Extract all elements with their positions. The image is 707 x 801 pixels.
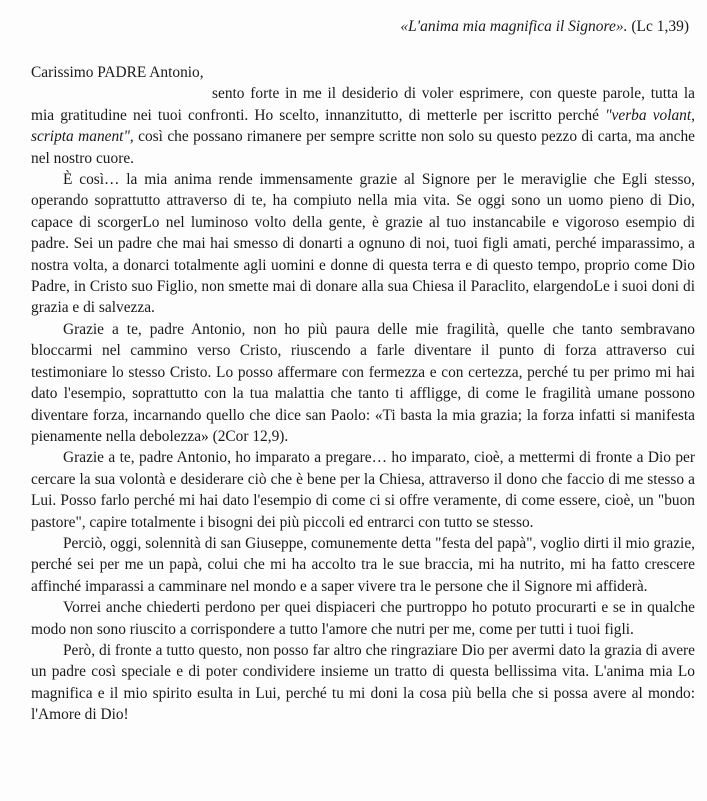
- paragraph-4: Grazie a te, padre Antonio, ho imparato a pregare… ho imparato, cioè, a mettermi di fronte a Dio per cercare la sua volontà e desiderare ciò che è bene per la Chiesa, attraverso il dono che faccio di me stesso a Lui. Posso farlo perché mi hai dato l'esempio di come ci si offre veramente, di come essere, cioè, un "buon pastore", capire totalmente i bisogni dei più piccoli ed entrarci con tutto se stesso.: [31, 449, 695, 531]
- paragraph-5: Perciò, oggi, solennità di san Giuseppe, comunemente detta "festa del papà", voglio dirti il mio grazie, perché sei per me un papà, colui che mi ha accolto tra le sue braccia, mi ha nutrito, mi ha fatto crescere affinché imparassi a camminare nel mondo e a saper vivere tra le persone che il Signore mi affiderà.: [31, 534, 695, 595]
- epigraph: [400, 17, 689, 37]
- epigraph-reference: (Lc 1,39): [631, 18, 689, 35]
- paragraph-1: [31, 83, 695, 169]
- paragraph-1-text-a: sento forte in me il desiderio di voler esprimere, con queste parole, tutta la mia gratitudine nei tuoi confronti. Ho scelto, innanzitutto, di metterle per iscritto perché: [31, 85, 695, 124]
- epigraph-quote: «L'anima mia magnifica il Signore».: [400, 18, 628, 35]
- latin-quote: "verba volant, scripta manent": [31, 106, 696, 146]
- paragraph-1-text-b: , così che possano rimanere per sempre scritte non solo su questo pezzo di carta, ma anche nel nostro cuore.: [31, 128, 695, 167]
- salutation: Carissimo PADRE Antonio,: [31, 64, 204, 81]
- paragraph-3: Grazie a te, padre Antonio, non ho più paura delle mie fragilità, quelle che tanto sembravano bloccarmi nel cammino verso Cristo, riuscendo a farle diventare il punto di forza attraverso cui testimoniare lo stesso Cristo. Lo posso affermare con fermezza e con certezza, perché tu per primo mi hai dato l'esempio, soprattutto con la tua malattia che tanto ti affligge, di come le fragilità umane possono diventare forza, incarnando quello che dice san Paolo: «Ti basta la mia grazia; la forza infatti si manifesta pienamente nella debolezza» (2Cor 12,9).: [31, 320, 695, 445]
- paragraph-2: È così… la mia anima rende immensamente grazie al Signore per le meraviglie che Egli stesso, operando soprattutto attraverso di te, ha compiuto nella mia vita. Se oggi sono un uomo pieno di Dio, capace di scorgerLo nel luminoso volto della gente, è grazie al tuo instancabile e vigoroso esempio di padre. Sei un padre che mai hai smesso di donarti a ognuno di noi, tuoi figli amati, perché imparassimo, a nostra volta, a donarci totalmente agli uomini e donne di questa terra e di questo tempo, proprio come Dio Padre, in Cristo suo Figlio, non smette mai di donare alla sua Chiesa il Paraclito, elargendoLe i suoi doni di grazia e di salvezza.: [31, 171, 695, 317]
- letter-body: [31, 62, 695, 726]
- paragraph-6: Vorrei anche chiederti perdono per quei dispiaceri che purtroppo ho potuto procurarti e se in qualche modo non sono riuscito a corrispondere a tutto l'amore che nutri per me, come per tutti i tuoi figli.: [31, 599, 695, 638]
- paragraph-7: Però, di fronte a tutto questo, non posso far altro che ringraziare Dio per avermi dato la grazia di avere un padre così speciale e di poter condividere insieme un tratto di questa bellissima vita. L'anima mia Lo magnifica e il mio spirito esulta in Lui, perché tu mi doni la cosa più bella che si possa avere al mondo: l'Amore di Dio!: [31, 641, 695, 724]
